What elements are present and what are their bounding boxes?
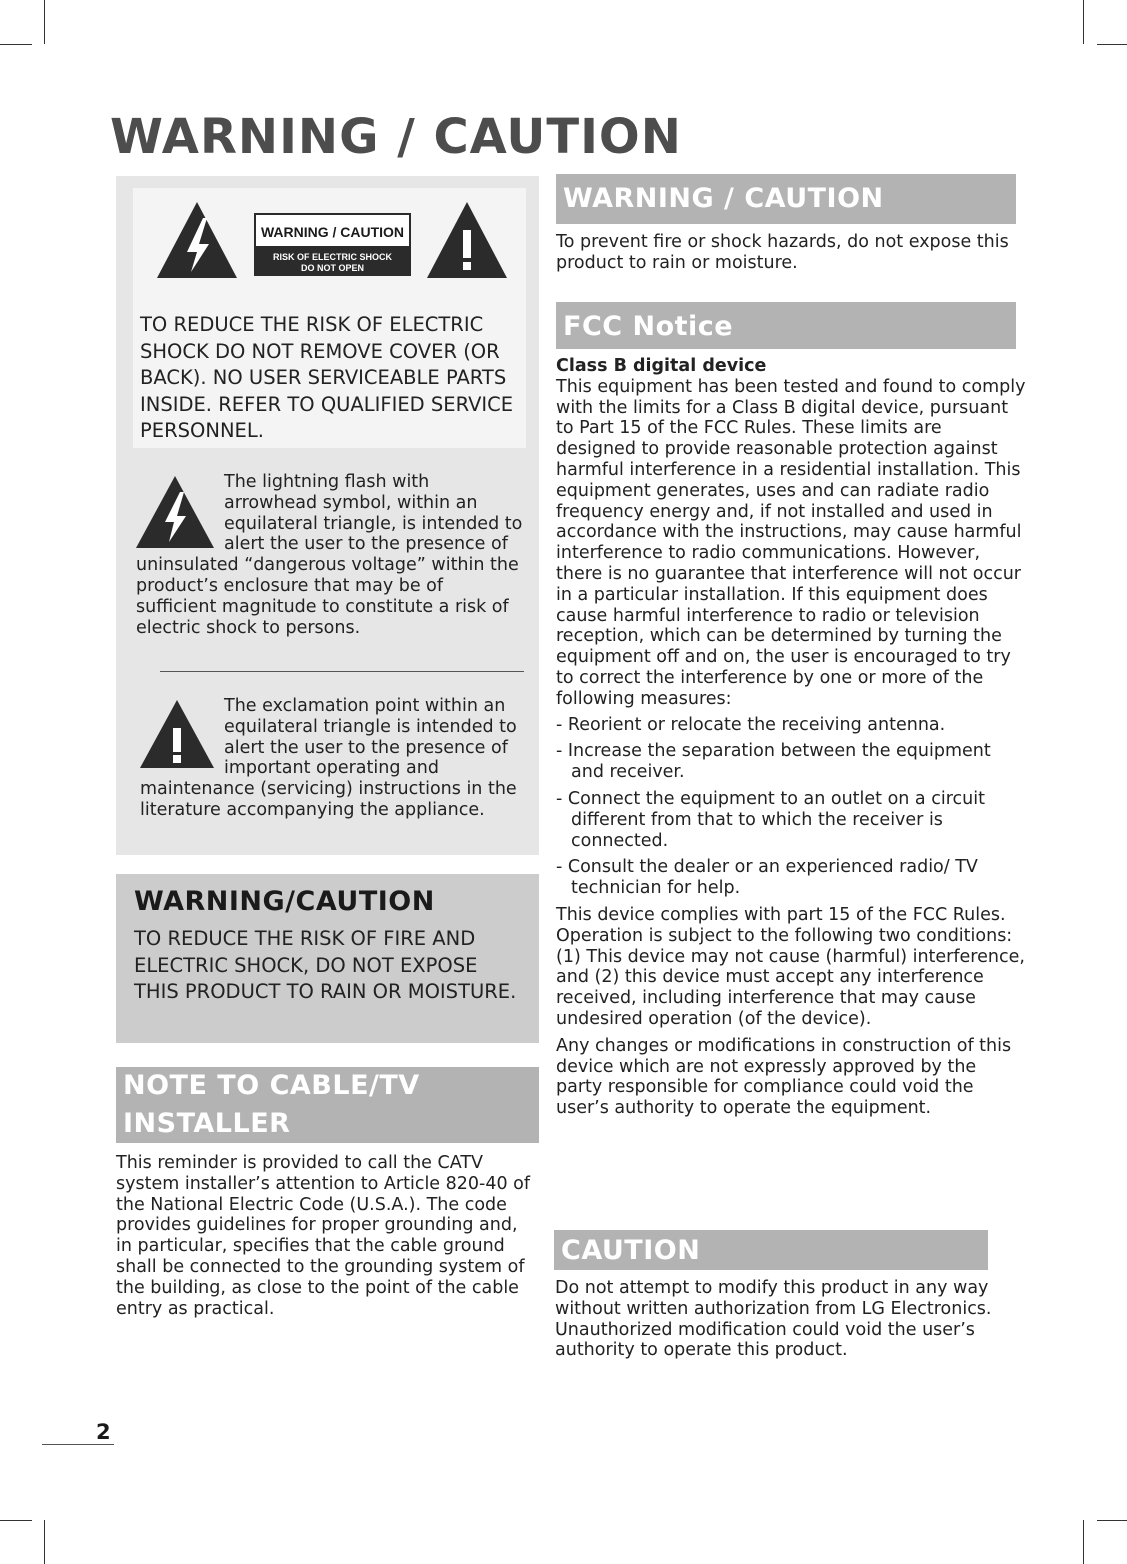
lightning-description [136,472,526,638]
cable-note-heading [116,1067,539,1143]
page-title: WARNING / CAUTION [110,109,682,165]
cable-note-text [116,1153,538,1319]
right-warning-paragraph: To prevent fire or shock hazards, do not expose this product to rain or moisture. [556,232,1009,273]
crop-mark [1097,44,1127,45]
list-item: - Reorient or relocate the receiving antenna. [556,714,946,735]
crop-mark [1083,0,1084,44]
fcc-changes: Any changes or modifications in construction of this device which are not expressly approved by the party responsible for compliance could void the user’s authority to operate the equipment. [556,1035,1012,1119]
exclamation-description-text: The exclamation point within an equilateral triangle is intended to alert the user to the presence of important operating and maintenance (servicing) instructions in the literature accompanying the appliance. [140,696,517,820]
caution-paragraph: Do not attempt to modify this product in any way without written authorization from LG Electronics. Unauthorized modification could void the user’s authority to operate this product. [555,1278,992,1361]
crop-mark [1097,1520,1127,1521]
fcc-compliance: This device complies with part 15 of the FCC Rules. Operation is subject to the following two conditions: (1) This device may not cause (harmful) interference, and (2) this device must accept any interference received, including interference that may cause undesired operation (of the device). [556,904,1025,1029]
caution-label-icons [157,200,507,280]
crop-mark [0,44,32,45]
warning-box [116,874,539,1043]
caution-heading: CAUTION [554,1230,988,1270]
caution-badge [254,213,411,276]
right-warning-text [556,232,1016,274]
cable-note-paragraph: This reminder is provided to call the CATV system installer’s attention to Article 820-40 of the National Electric Code (U.S.A.). The code provides guidelines for proper grounding and, in particular, specifies that the cable ground shall be connected to the grounding system of the building, as close to the point of the cable entry as practical. [116,1153,531,1319]
exclamation-triangle-icon [140,700,214,768]
fcc-measures-list [556,715,1026,899]
badge-line-1: RISK OF ELECTRIC SHOCK [272,252,393,262]
crop-mark [0,1520,32,1521]
divider [160,671,524,672]
crop-mark [44,0,45,44]
warning-box-text: TO REDUCE THE RISK OF FIRE AND ELECTRIC SHOCK, DO NOT EXPOSE THIS PRODUCT TO RAIN OR MOISTURE. [134,927,517,1003]
badge-title: WARNING / CAUTION [260,224,405,240]
list-item: - Increase the separation between the equipment and receiver. [556,741,991,783]
lightning-triangle-icon [157,202,237,278]
crop-mark [44,1520,45,1564]
fcc-body [556,356,1026,1119]
list-item: - Consult the dealer or an experienced radio/ TV technician for help. [556,857,978,899]
crop-mark [1083,1520,1084,1564]
symbol-panel [116,176,539,855]
cable-note-title-line-1: NOTE TO CABLE/TV [123,1070,420,1101]
lightning-triangle-icon [136,476,214,548]
badge-line-2: DO NOT OPEN [300,263,365,273]
warning-box-title: WARNING/CAUTION [134,886,435,917]
fcc-subtitle: Class B digital device [556,356,767,376]
page-number-rule [42,1444,114,1445]
fcc-intro: This equipment has been tested and found to comply with the limits for a Class B digital device, pursuant to Part 15 of the FCC Rules. These limits are designed to provide reasonable protection against harmful interference in a residential installation. This equipment generates, uses and can radiate radio frequency energy and, if not installed and used in accordance with the instructions, may cause harmful interference to radio communications. However, there is no guarantee that interference will not occur in a particular installation. If this equipment does cause harmful interference to radio or television reception, which can be determined by turning the equipment off and on, the user is encouraged to try to correct the interference by one or more of the following measures: [556,376,1026,709]
list-item: - Connect the equipment to an outlet on a circuit different from that to which the receiver is connected. [556,788,985,851]
fcc-heading: FCC Notice [556,302,1016,349]
right-warning-heading: WARNING / CAUTION [556,174,1016,224]
label-card-text: TO REDUCE THE RISK OF ELECTRIC SHOCK DO NOT REMOVE COVER (OR BACK). NO USER SERVICEABLE PARTS INSIDE. REFER TO QUALIFIED SERVICE PERSONNEL. [140,313,514,442]
cable-note-title-line-2: INSTALLER [123,1108,291,1139]
exclamation-triangle-icon [427,202,507,278]
caution-label-card [133,188,526,448]
exclamation-description [140,696,520,821]
caution-text [555,1278,1005,1361]
lightning-description-text: The lightning flash with arrowhead symbol, within an equilateral triangle, is intended to alert the user to the presence of uninsulated “dangerous voltage” within the product’s enclosure that may be of sufficient magnitude to constitute a risk of electric shock to persons. [136,472,523,638]
page-number: 2 [96,1420,111,1444]
